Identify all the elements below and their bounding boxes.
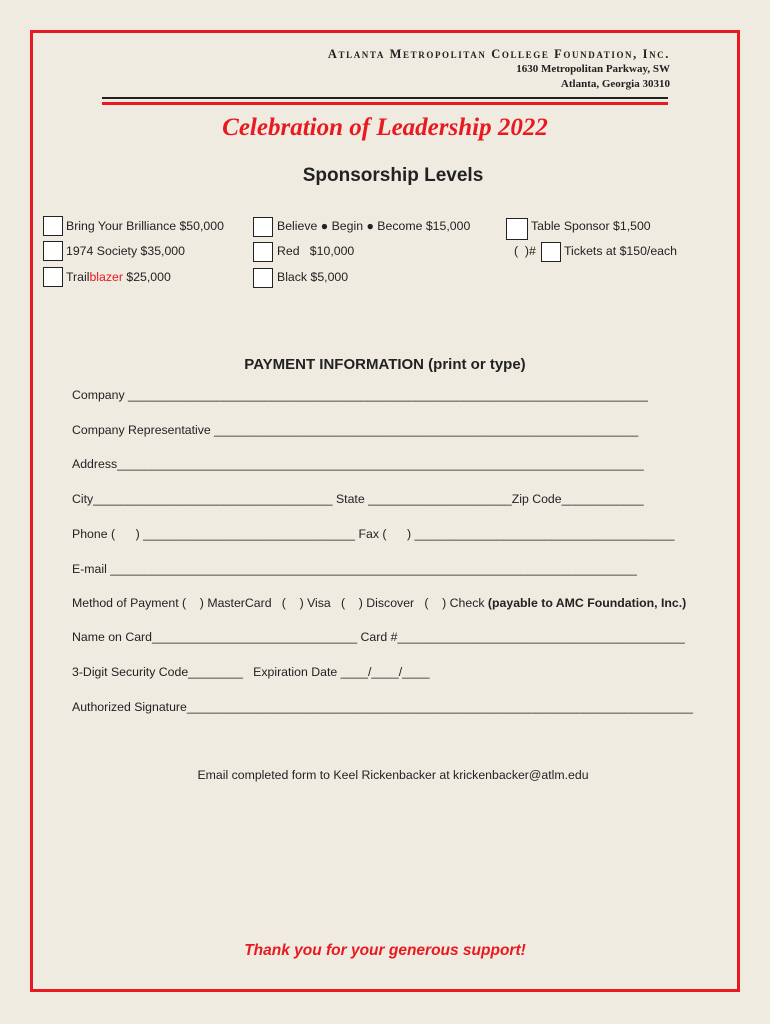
trailblazer-amount: $25,000: [122, 270, 171, 284]
level-black: Black $5,000: [277, 270, 349, 284]
level-1974-society: 1974 Society $35,000: [66, 244, 185, 258]
payment-info-title: PAYMENT INFORMATION (print or type): [244, 356, 526, 373]
checkbox-trailblazer[interactable]: [43, 267, 63, 287]
checkbox-red[interactable]: [253, 242, 273, 262]
level-table-sponsor: Table Sponsor $1,500: [531, 219, 651, 233]
email-field[interactable]: E-mail _____________________________________________________________________________: [72, 562, 637, 576]
checkbox-bring-your-brilliance[interactable]: [43, 216, 63, 236]
thank-you-note: Thank you for your generous support!: [244, 942, 526, 959]
checkbox-tickets[interactable]: [541, 242, 561, 262]
event-title: Celebration of Leadership 2022: [222, 114, 548, 141]
org-address-line2: Atlanta, Georgia 30310: [560, 78, 670, 90]
org-address-line1: 1630 Metropolitan Parkway, SW: [516, 63, 670, 75]
security-expiration-field[interactable]: 3-Digit Security Code________ Expiration Date ____/____/____: [72, 665, 430, 679]
level-tickets: Tickets at $150/each: [564, 244, 678, 258]
org-name: Atlanta Metropolitan College Foundation, Inc.: [327, 47, 670, 61]
checkbox-black[interactable]: [253, 268, 273, 288]
trailblazer-red: blazer: [89, 270, 123, 284]
phone-fax-field[interactable]: Phone ( ) _______________________________ Fax ( ) ______________________________________: [72, 527, 675, 541]
header-rule-red: [102, 102, 668, 105]
level-red: Red $10,000: [277, 244, 355, 258]
payment-method-row[interactable]: [72, 596, 686, 610]
payment-method-options: Method of Payment ( ) MasterCard ( ) Visa ( ) Discover ( ) Check: [72, 596, 488, 610]
level-bring-your-brilliance: Bring Your Brilliance $50,000: [66, 219, 224, 233]
email-instruction: Email completed form to Keel Rickenbacker at krickenbacker@atlm.edu: [197, 768, 589, 782]
tickets-quantity-prefix: ( )#: [514, 244, 536, 258]
checkbox-believe-begin-become[interactable]: [253, 217, 273, 237]
sponsorship-levels-title: Sponsorship Levels: [302, 165, 484, 186]
checkbox-1974-society[interactable]: [43, 241, 63, 261]
header-rule-black: [102, 97, 668, 99]
checkbox-table-sponsor[interactable]: [506, 218, 528, 240]
company-representative-field[interactable]: Company Representative ______________________________________________________________: [72, 423, 639, 437]
level-believe-begin-become: Believe ● Begin ● Become $15,000: [277, 219, 471, 233]
signature-field[interactable]: Authorized Signature__________________________________________________________________________: [72, 700, 693, 714]
trailblazer-prefix: Trail: [66, 270, 90, 284]
payment-method-note: (payable to AMC Foundation, Inc.): [487, 596, 687, 610]
level-trailblazer: [66, 270, 171, 284]
company-field[interactable]: Company ____________________________________________________________________________: [72, 388, 648, 402]
address-field[interactable]: Address_____________________________________________________________________________: [72, 457, 644, 471]
city-state-zip-field[interactable]: City___________________________________ State _____________________Zip Code____________: [72, 492, 644, 506]
name-card-field[interactable]: Name on Card______________________________ Card #__________________________________________: [72, 630, 685, 644]
